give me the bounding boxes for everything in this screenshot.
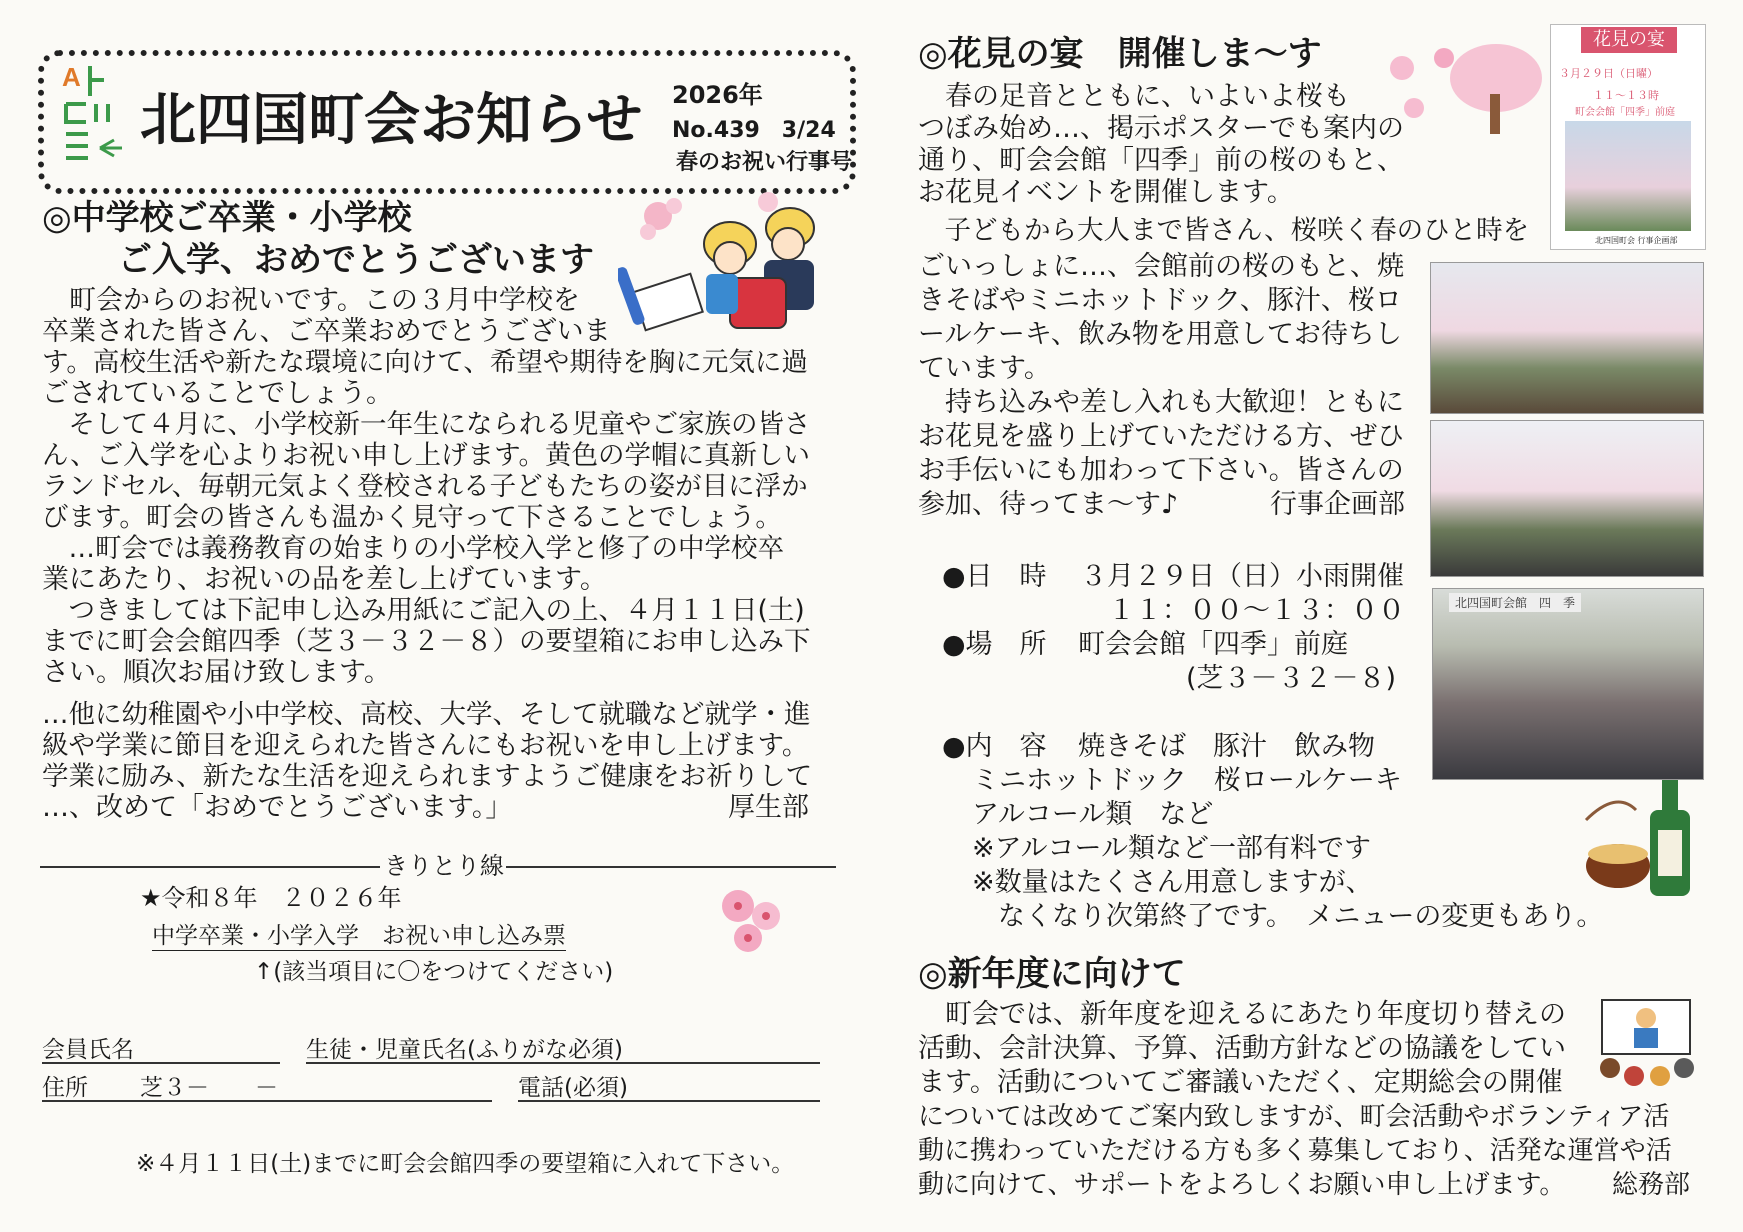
content-label: ●内 容 [942, 731, 1047, 762]
hanami-note-3: なくなり次第終了です。 メニューの変更もあり。 [998, 901, 1604, 932]
svg-text:A: A [62, 62, 81, 92]
graduation-line: す。高校生活や新たな環境に向けて、希望や期待を胸に元気に過 [42, 347, 808, 378]
graduation-line: 学業に励み、新たな生活を迎えられますようご健康をお祈りして [42, 761, 813, 792]
content-line-2: ミニホットドック 桜ロールケーキ [972, 765, 1402, 796]
hanami-note-2: ※数量はたくさん用意しますが、 [972, 867, 1373, 898]
place-value: 町会会館「四季」前庭 [1078, 629, 1348, 660]
hanami-line: お花見イベントを開催します。 [918, 177, 1294, 208]
date-value: ３月２９日（日）小雨開催 [1080, 561, 1404, 592]
cut-line-right [506, 866, 836, 868]
form-era: ★令和８年 ２０２６年 [140, 884, 402, 912]
hanami-line: 参加、待ってま～す♪ [918, 489, 1179, 520]
new-year-line: については改めてご案内致しますが、町会活動やボランティア活 [918, 1102, 1670, 1132]
student-name-label: 生徒・児童氏名(ふりがな必須) [306, 1037, 623, 1063]
graduation-signature: 厚生部 [728, 792, 809, 823]
place-address: (芝３－３２－８) [1186, 663, 1397, 694]
graduation-line: …他に幼稚園や小中学校、高校、大学、そして就職など就学・進 [42, 699, 811, 730]
poster-photo [1565, 121, 1691, 231]
new-year-line: ます。活動についてご審議いただく、定期総会の開催 [918, 1067, 1563, 1098]
hanami-photo-3 [1432, 588, 1704, 780]
hanami-heading: ◎花見の宴 開催しま～す [918, 34, 1322, 74]
phone-label: 電話(必須) [518, 1075, 628, 1101]
graduation-line: そして４月に、小学校新一年生になられる児童やご家族の皆さ [42, 409, 811, 440]
sakura-flower-icon [708, 876, 798, 966]
meeting-illustration [1594, 996, 1704, 1092]
hanami-note-1: ※アルコール類など一部有料です [972, 833, 1372, 864]
graduation-line: …、改めて「おめでとうございます。」 [42, 792, 513, 823]
poster-place: 町会会館「四季」前庭 [1575, 107, 1675, 118]
cut-line-label: きりとり線 [384, 852, 504, 880]
poster-time: １１～１３時 [1593, 89, 1659, 102]
student-name-field[interactable] [306, 1062, 820, 1064]
content-value: 焼きそば 豚汁 飲み物 [1078, 731, 1375, 762]
member-name-field[interactable] [42, 1062, 280, 1064]
graduation-heading-1: ◎中学校ご卒業・小学校 [42, 198, 412, 238]
hanami-photo-1 [1430, 262, 1704, 414]
form-instruction: ↑(該当項目に〇をつけてください) [254, 959, 614, 985]
place-label: ●場 所 [942, 629, 1047, 660]
issue-year: 2026年 [672, 81, 763, 109]
poster-footer: 北四国町会 行事企画部 [1595, 236, 1678, 245]
graduation-line: ランドセル、毎朝元気よく登校される子どもたちの姿が目に浮か [42, 471, 808, 502]
graduation-line: 卒業された皆さん、ご卒業おめでとうございま [42, 316, 611, 347]
hanami-line: 通り、町会会館「四季」前の桜のもと、 [918, 145, 1404, 176]
graduation-line: ん、ご入学を心よりお祝い申し上げます。黄色の学帽に真新しい [42, 440, 810, 471]
graduation-line: 町会からのお祝いです。この３月中学校を [42, 285, 580, 316]
phone-field[interactable] [518, 1100, 820, 1102]
issue-subtitle: 春のお祝い行事号 [676, 150, 853, 175]
graduation-line: 業にあたり、お祝いの品を差し上げています。 [42, 564, 607, 595]
graduation-line: さい。順次お届け致します。 [42, 657, 391, 688]
graduation-line: つきましては下記申し込み用紙にご記入の上、４月１１日(土) [42, 595, 805, 626]
new-year-line: 町会では、新年度を迎えるにあたり年度切り替えの [918, 999, 1566, 1030]
poster-tag: 花見の宴 [1581, 27, 1677, 53]
address-label: 住所 [42, 1075, 88, 1101]
hanami-line: 持ち込みや差し入れも大歓迎！ともに [918, 387, 1404, 418]
poster-date: ３月２９日（日曜） [1559, 67, 1658, 80]
new-year-line: 動に携わっていただける方も多く募集しており、活発な運営や活 [918, 1136, 1672, 1166]
hanami-line: ごいっしょに…、会館前の桜のもと、焼 [918, 251, 1404, 282]
new-year-line: 動に向けて、サポートをよろしくお願い申し上げます。 [918, 1170, 1566, 1200]
hanami-line: ールケーキ、飲み物を用意してお待ちし [918, 319, 1402, 350]
issue-number: No.439 3/24 [672, 118, 836, 143]
hanami-signature: 行事企画部 [1270, 489, 1405, 520]
newsletter-title: 北四国町会お知らせ [140, 88, 643, 153]
cherry-tree-illustration [1384, 38, 1544, 140]
member-name-label: 会員氏名 [42, 1037, 134, 1063]
sake-bottle-illustration [1576, 770, 1702, 900]
hanami-line: きそばやミニホットドック、豚汁、桜ロ [918, 285, 1402, 316]
content-line-3: アルコール類 など [972, 799, 1214, 830]
hanami-line: 春の足音とともに、いよいよ桜も [918, 81, 1350, 112]
town-logo [56, 60, 128, 172]
hanami-line: お花見を盛り上げていただける方、ぜひ [918, 421, 1404, 452]
hanami-line: 子どもから大人まで皆さん、桜咲く春のひと時を [918, 215, 1530, 246]
new-year-line: 活動、会計決算、予算、活動方針などの協議をしてい [918, 1033, 1566, 1064]
graduation-heading-2: ご入学、おめでとうございます [118, 240, 594, 280]
graduation-line: までに町会会館四季（芝３－３２－８）の要望箱にお申し込み下 [42, 626, 811, 657]
graduation-line: ごされていることでしょう。 [42, 378, 393, 409]
graduation-line: 級や学業に節目を迎えられた皆さんにもお祝いを申し上げます。 [42, 730, 809, 761]
hanami-line: ています。 [918, 353, 1051, 384]
form-note: ※４月１１日(土)までに町会会館四季の要望箱に入れて下さい。 [136, 1151, 795, 1177]
hanami-poster [1550, 24, 1706, 250]
new-year-heading: ◎新年度に向けて [918, 954, 1186, 994]
school-kids-illustration [618, 186, 840, 336]
photo-sign: 北四国町会館 四 季 [1449, 593, 1581, 612]
address-field[interactable] [42, 1100, 492, 1102]
hanami-line: お手伝いにも加わって下さい。皆さんの [918, 455, 1404, 486]
graduation-line: びます。町会の皆さんも温かく見守って下さることでしょう。 [42, 502, 782, 533]
form-title: 中学卒業・小学入学 お祝い申し込み票 [152, 923, 566, 949]
time-value: １１：００～１３：００ [1108, 595, 1405, 626]
date-label: ●日 時 [942, 561, 1047, 592]
address-value: 芝３－ － [140, 1075, 278, 1101]
hanami-photo-2 [1430, 420, 1704, 577]
graduation-line: …町会では義務教育の始まりの小学校入学と修了の中学校卒 [42, 533, 784, 564]
hanami-line: つぼみ始め…、掲示ポスターでも案内の [918, 113, 1404, 144]
cut-line-left [40, 866, 380, 868]
new-year-signature: 総務部 [1612, 1170, 1691, 1200]
